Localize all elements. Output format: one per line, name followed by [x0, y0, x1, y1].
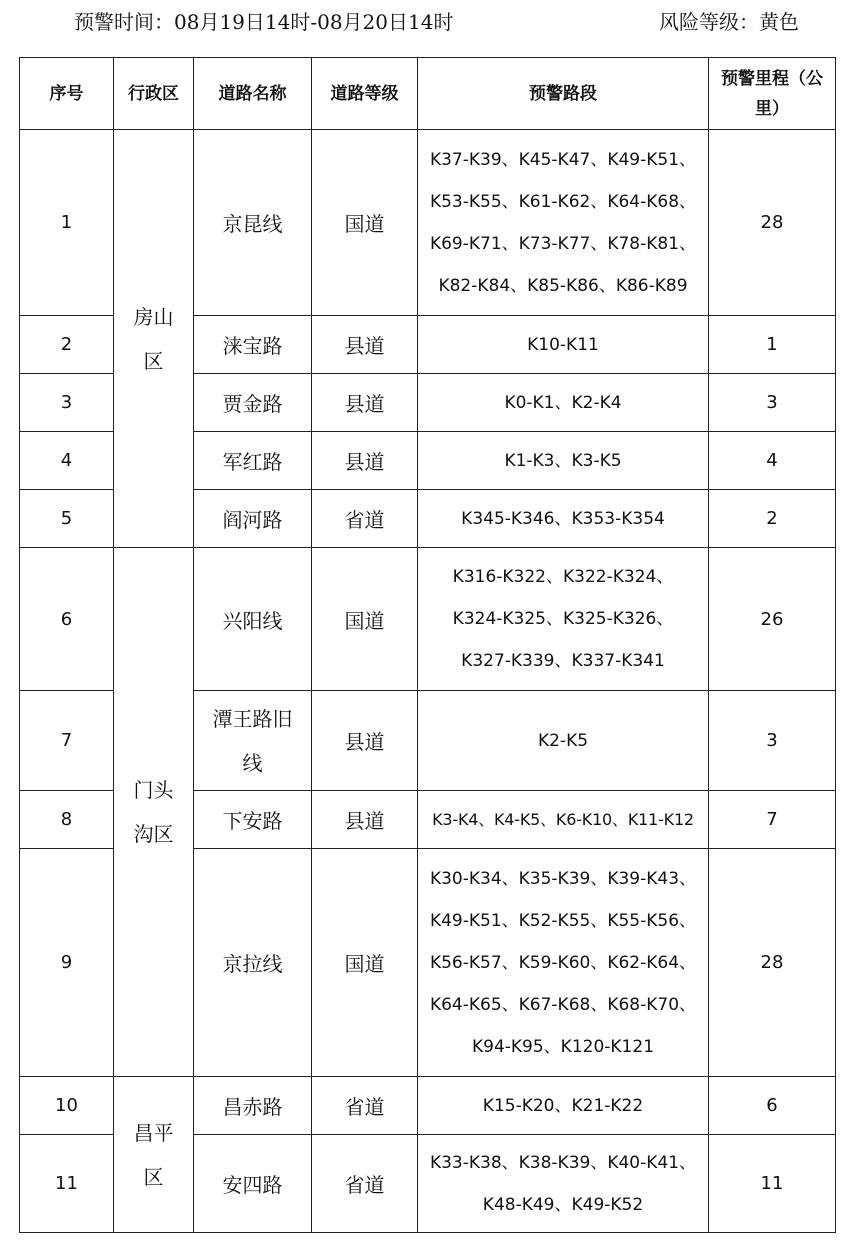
road-grade: 国道	[312, 130, 418, 316]
road-grade: 国道	[312, 548, 418, 691]
segment-line: K316-K322、K322-K324、	[452, 567, 674, 587]
table-row	[20, 1077, 836, 1135]
warning-km: 3	[709, 374, 836, 432]
segment-line: K3-K4、K4-K5、K6-K10、K11-K12	[432, 809, 694, 829]
warning-km: 7	[709, 791, 836, 849]
segment-line: K82-K84、K85-K86、K86-K89	[438, 275, 688, 296]
table-row	[20, 130, 836, 316]
road-name: 昌赤路	[194, 1077, 312, 1135]
warning-time: 预警时间：08月19日14时-08月20日14时	[74, 10, 454, 34]
row-no: 4	[20, 432, 114, 490]
road-name	[194, 691, 312, 791]
road-name: 下安路	[194, 791, 312, 849]
road-grade: 县道	[312, 691, 418, 791]
warning-segments	[418, 1135, 709, 1233]
segment-line: K10-K11	[527, 334, 599, 355]
segment-line: K94-K95、K120-K121	[471, 1036, 655, 1057]
warning-segments	[418, 849, 709, 1077]
row-no: 1	[20, 130, 114, 316]
warning-km: 3	[709, 691, 836, 791]
road-name: 贾金路	[194, 374, 312, 432]
row-no: 9	[20, 849, 114, 1077]
road-name: 京昆线	[194, 130, 312, 316]
warning-km: 11	[709, 1135, 836, 1233]
row-no: 10	[20, 1077, 114, 1135]
warning-segments	[418, 490, 709, 548]
col-header-no: 序号	[20, 58, 114, 130]
row-no: 3	[20, 374, 114, 432]
warning-km: 28	[709, 130, 836, 316]
segment-line: K53-K55、K61-K62、K64-K68、	[429, 191, 697, 212]
segment-line: K345-K346、K353-K354	[461, 508, 665, 529]
segment-line: K0-K1、K2-K4	[504, 392, 622, 413]
road-grade: 国道	[312, 849, 418, 1077]
segment-line: K64-K65、K67-K68、K68-K70、	[429, 994, 697, 1015]
risk-level: 风险等级：黄色	[659, 10, 799, 34]
road-name: 安四路	[194, 1135, 312, 1233]
road-name: 涞宝路	[194, 316, 312, 374]
road-grade: 县道	[312, 316, 418, 374]
warning-km: 28	[709, 849, 836, 1077]
segment-line: K324-K325、K325-K326、	[452, 609, 674, 629]
road-grade: 省道	[312, 1077, 418, 1135]
road-grade: 县道	[312, 374, 418, 432]
road-grade: 县道	[312, 432, 418, 490]
road-grade: 省道	[312, 490, 418, 548]
segment-line: K56-K57、K59-K60、K62-K64、	[429, 952, 697, 973]
warning-km: 26	[709, 548, 836, 691]
col-header-segments: 预警路段	[418, 58, 709, 130]
district-cell	[114, 130, 194, 548]
segment-line: K33-K38、K38-K39、K40-K41、	[429, 1152, 697, 1173]
segment-line: K1-K3、K3-K5	[504, 450, 622, 471]
row-no: 8	[20, 791, 114, 849]
district-cell	[114, 1077, 194, 1233]
segment-line: K37-K39、K45-K47、K49-K51、	[429, 149, 697, 170]
warning-segments	[418, 130, 709, 316]
row-no: 6	[20, 548, 114, 691]
col-header-grade: 道路等级	[312, 58, 418, 130]
col-header-road: 道路名称	[194, 58, 312, 130]
warning-km: 1	[709, 316, 836, 374]
district-name: 房山区	[133, 304, 174, 373]
table-header-row	[20, 58, 836, 130]
warning-segments	[418, 791, 709, 849]
col-header-district: 行政区	[114, 58, 194, 130]
warning-segments	[418, 691, 709, 791]
segment-line: K2-K5	[537, 730, 589, 751]
segment-line: K49-K51、K52-K55、K55-K56、	[429, 910, 697, 931]
warning-segments	[418, 316, 709, 374]
segment-line: K15-K20、K21-K22	[482, 1095, 644, 1116]
warning-segments	[418, 374, 709, 432]
row-no: 7	[20, 691, 114, 791]
road-name: 京拉线	[194, 849, 312, 1077]
segment-line: K48-K49、K49-K52	[482, 1194, 644, 1215]
segment-line: K30-K34、K35-K39、K39-K43、	[429, 868, 697, 889]
row-no: 11	[20, 1135, 114, 1233]
warning-km: 4	[709, 432, 836, 490]
segment-line: K327-K339、K337-K341	[461, 651, 665, 671]
warning-segments	[418, 548, 709, 691]
district-name: 昌平区	[133, 1120, 174, 1189]
road-grade: 省道	[312, 1135, 418, 1233]
row-no: 5	[20, 490, 114, 548]
col-header-km: 预警里程（公里）	[709, 58, 836, 130]
road-name: 兴阳线	[194, 548, 312, 691]
district-cell	[114, 548, 194, 1077]
road-name: 阎河路	[194, 490, 312, 548]
road-warning-table	[19, 57, 836, 1233]
segment-line: K69-K71、K73-K77、K78-K81、	[429, 233, 697, 254]
road-name: 军红路	[194, 432, 312, 490]
warning-segments	[418, 1077, 709, 1135]
district-name: 门头沟区	[133, 778, 174, 846]
warning-segments	[418, 432, 709, 490]
road-grade: 县道	[312, 791, 418, 849]
road-name-text: 潭王路旧线	[212, 706, 293, 775]
warning-km: 6	[709, 1077, 836, 1135]
table-row	[20, 548, 836, 691]
row-no: 2	[20, 316, 114, 374]
warning-km: 2	[709, 490, 836, 548]
